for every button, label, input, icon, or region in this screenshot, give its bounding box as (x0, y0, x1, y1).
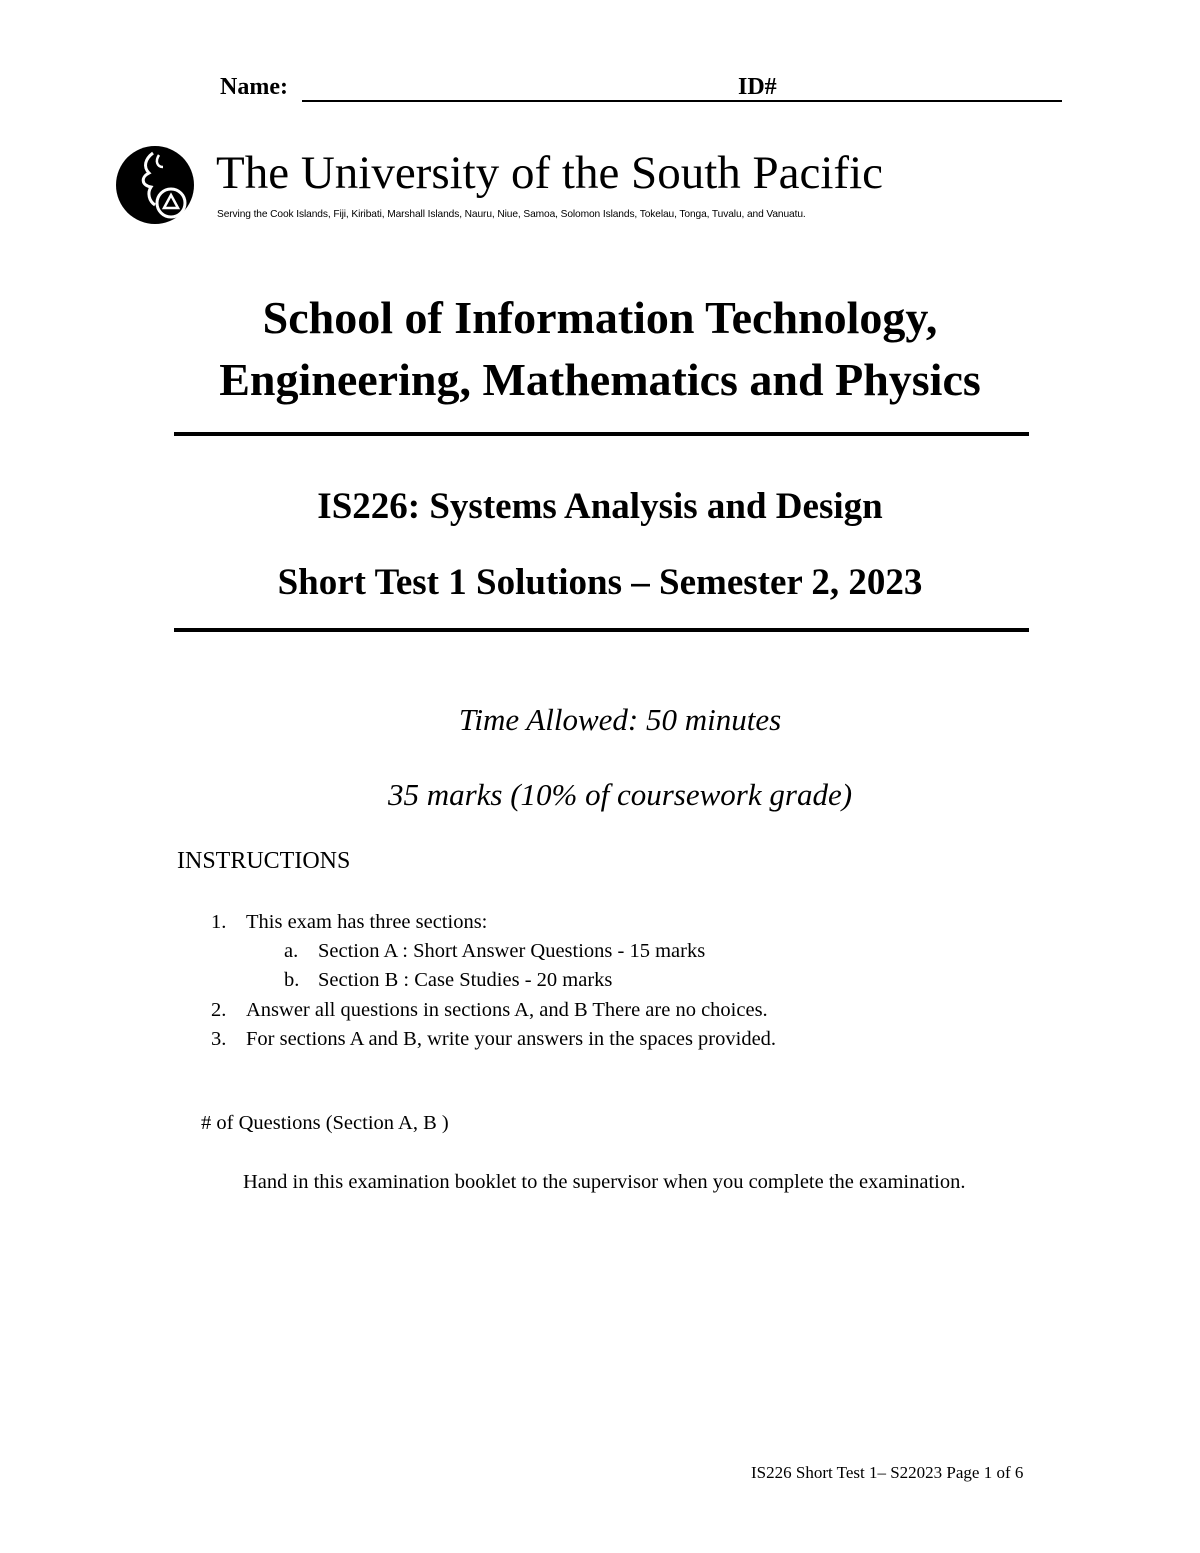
hand-in-note: Hand in this examination booklet to the supervisor when you complete the examination. (243, 1171, 966, 1193)
instruction-number: 2. (211, 999, 227, 1021)
divider-top (174, 432, 1029, 436)
university-logo-icon (115, 145, 195, 225)
name-label: Name: (220, 74, 288, 100)
page-footer: IS226 Short Test 1– S22023 Page 1 of 6 (751, 1463, 1024, 1482)
instruction-item: Answer all questions in sections A, and B There are no choices. (246, 999, 768, 1021)
divider-bottom (174, 628, 1029, 632)
name-id-row (220, 74, 1070, 108)
instruction-number: 1. (211, 911, 227, 933)
instruction-subitem: Section B : Case Studies - 20 marks (318, 969, 613, 991)
instruction-item: For sections A and B, write your answers in the spaces provided. (246, 1028, 777, 1050)
questions-count-line: # of Questions (Section A, B ) (201, 1112, 449, 1134)
time-allowed: Time Allowed: 50 minutes (458, 702, 782, 737)
id-blank-line (790, 100, 1062, 102)
instruction-subitem: Section A : Short Answer Questions - 15 marks (318, 940, 706, 962)
university-serving-line: Serving the Cook Islands, Fiji, Kiribati, Marshall Islands, Nauru, Niue, Samoa, Solomon Islands, Tokelau, Tonga, Tuvalu, and Vanuatu. (217, 209, 806, 220)
course-title: IS226: Systems Analysis and Design (317, 486, 883, 527)
instruction-subitem-letter: a. (284, 940, 299, 962)
instruction-number: 3. (211, 1028, 227, 1050)
university-name: The University of the South Pacific (216, 147, 883, 199)
id-label: ID# (738, 74, 777, 100)
school-title-line-1: School of Information Technology, (262, 292, 938, 343)
instruction-item: This exam has three sections: (246, 911, 488, 933)
test-title: Short Test 1 Solutions – Semester 2, 2023 (277, 562, 923, 603)
total-marks: 35 marks (10% of coursework grade) (387, 777, 853, 812)
instructions-heading: INSTRUCTIONS (177, 848, 351, 874)
instruction-subitem-letter: b. (284, 969, 300, 991)
school-title-line-2: Engineering, Mathematics and Physics (219, 354, 981, 405)
